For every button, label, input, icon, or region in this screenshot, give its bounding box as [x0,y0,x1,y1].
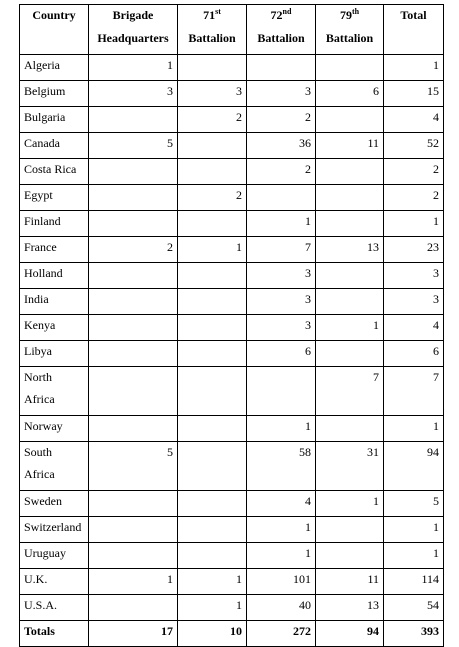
total-cell: 4 [384,107,444,133]
totals-b79: 94 [316,621,384,647]
header-71st-label: Battalion [188,31,236,45]
b71-cell [178,543,247,569]
brigade-cell: 3 [89,81,178,107]
table-row [20,315,444,341]
b79-cell [316,341,384,367]
b72-cell: 40 [247,595,316,621]
country-cell: Belgium [20,81,89,107]
b71-cell: 1 [178,569,247,595]
b72-cell [247,55,316,81]
table-row [20,595,444,621]
b72-cell: 3 [247,289,316,315]
b79-cell: 7 [316,367,384,416]
b79-cell [316,517,384,543]
table-row [20,289,444,315]
b79-cell: 13 [316,237,384,263]
header-79th [316,5,384,55]
table-row [20,367,444,416]
header-79th-num: 79 [339,8,352,22]
b72-cell: 2 [247,159,316,185]
brigade-cell: 2 [89,237,178,263]
country-cell: Norway [20,416,89,442]
b79-cell: 13 [316,595,384,621]
b72-cell: 7 [247,237,316,263]
b71-cell [178,442,247,491]
b72-cell: 6 [247,341,316,367]
battalion-country-table [19,4,444,647]
country-cell: Uruguay [20,543,89,569]
b72-cell [247,185,316,211]
total-cell: 2 [384,185,444,211]
brigade-cell [89,517,178,543]
total-cell: 15 [384,81,444,107]
table-row [20,442,444,491]
header-71st [178,5,247,55]
b79-cell: 1 [316,315,384,341]
b72-cell: 3 [247,315,316,341]
brigade-cell [89,315,178,341]
country-cell: Sweden [20,491,89,517]
b71-cell [178,289,247,315]
header-brigade [89,5,178,55]
b72-cell: 1 [247,543,316,569]
total-cell: 6 [384,341,444,367]
brigade-cell [89,107,178,133]
brigade-cell [89,341,178,367]
total-cell: 23 [384,237,444,263]
b71-cell [178,55,247,81]
table-row [20,517,444,543]
total-cell: 1 [384,211,444,237]
b79-cell [316,159,384,185]
b72-cell: 3 [247,81,316,107]
header-row [20,5,444,55]
total-cell: 7 [384,367,444,416]
b79-cell: 11 [316,569,384,595]
b71-cell [178,263,247,289]
total-cell: 52 [384,133,444,159]
brigade-cell [89,491,178,517]
header-72nd-label: Battalion [257,31,305,45]
b71-cell: 2 [178,185,247,211]
b79-cell [316,185,384,211]
header-brigade-line1: Brigade [112,8,154,22]
brigade-cell [89,595,178,621]
table-row [20,211,444,237]
country-line: North [24,370,52,384]
total-cell: 4 [384,315,444,341]
brigade-cell [89,159,178,185]
table-row [20,341,444,367]
total-cell: 114 [384,569,444,595]
table-row [20,416,444,442]
b79-cell: 1 [316,491,384,517]
header-71st-num: 71 [203,8,216,22]
table-row [20,81,444,107]
b72-cell: 101 [247,569,316,595]
table-row [20,133,444,159]
country-cell: Bulgaria [20,107,89,133]
total-cell: 54 [384,595,444,621]
b79-cell [316,107,384,133]
table-row [20,237,444,263]
total-cell: 3 [384,289,444,315]
table-row [20,185,444,211]
header-country [20,5,89,55]
header-72nd [247,5,316,55]
brigade-cell [89,367,178,416]
b72-cell: 58 [247,442,316,491]
country-cell: U.S.A. [20,595,89,621]
b72-cell: 36 [247,133,316,159]
brigade-cell: 1 [89,569,178,595]
header-country-label: Country [32,8,76,22]
b79-cell [316,416,384,442]
b71-cell: 3 [178,81,247,107]
total-cell: 3 [384,263,444,289]
totals-row [20,621,444,647]
total-cell: 1 [384,517,444,543]
header-72nd-suffix: nd [282,7,292,16]
total-cell: 5 [384,491,444,517]
b71-cell [178,416,247,442]
table-row [20,263,444,289]
country-cell: Kenya [20,315,89,341]
header-72nd-num: 72 [270,8,283,22]
b71-cell [178,211,247,237]
country-cell: Canada [20,133,89,159]
b71-cell [178,517,247,543]
header-total [384,5,444,55]
b72-cell: 1 [247,416,316,442]
header-79th-suffix: th [351,7,360,16]
b79-cell [316,289,384,315]
b79-cell: 31 [316,442,384,491]
b72-cell: 1 [247,211,316,237]
b72-cell: 2 [247,107,316,133]
country-cell [20,442,89,491]
country-cell: France [20,237,89,263]
total-cell: 2 [384,159,444,185]
brigade-cell [89,543,178,569]
b79-cell [316,263,384,289]
brigade-cell [89,185,178,211]
totals-b71: 10 [178,621,247,647]
country-cell: India [20,289,89,315]
country-cell: Finland [20,211,89,237]
b79-cell [316,543,384,569]
brigade-cell: 1 [89,55,178,81]
country-cell: Egypt [20,185,89,211]
brigade-cell [89,211,178,237]
brigade-cell: 5 [89,133,178,159]
totals-label: Totals [20,621,89,647]
brigade-cell [89,416,178,442]
country-line: South [24,445,53,459]
header-71st-number [182,8,242,31]
country-cell: Holland [20,263,89,289]
country-line: Africa [24,467,55,481]
b71-cell: 2 [178,107,247,133]
country-cell: Libya [20,341,89,367]
country-cell: Algeria [20,55,89,81]
brigade-cell: 5 [89,442,178,491]
b79-cell [316,211,384,237]
b71-cell [178,367,247,416]
header-79th-label: Battalion [325,31,374,45]
b79-cell: 11 [316,133,384,159]
total-cell: 94 [384,442,444,491]
total-cell: 1 [384,543,444,569]
table-row [20,543,444,569]
b71-cell [178,491,247,517]
table-row [20,159,444,185]
b71-cell [178,159,247,185]
country-cell: U.K. [20,569,89,595]
header-total-label: Total [400,8,427,22]
total-cell: 1 [384,55,444,81]
totals-b72: 272 [247,621,316,647]
b72-cell [247,367,316,416]
totals-brigade: 17 [89,621,178,647]
b71-cell [178,133,247,159]
b79-cell [316,55,384,81]
country-cell: Costa Rica [20,159,89,185]
brigade-cell [89,289,178,315]
country-cell: Switzerland [20,517,89,543]
total-cell: 1 [384,416,444,442]
b71-cell: 1 [178,595,247,621]
b79-cell: 6 [316,81,384,107]
b72-cell: 1 [247,517,316,543]
header-72nd-number [251,8,311,31]
b72-cell: 4 [247,491,316,517]
header-brigade-line2: Headquarters [97,31,169,45]
table-row [20,491,444,517]
table-row [20,55,444,81]
b71-cell: 1 [178,237,247,263]
table-row [20,107,444,133]
country-line: Africa [24,392,55,406]
country-cell [20,367,89,416]
b72-cell: 3 [247,263,316,289]
brigade-cell [89,263,178,289]
totals-total: 393 [384,621,444,647]
header-79th-number [320,8,379,31]
b71-cell [178,315,247,341]
header-71st-suffix: st [215,7,221,16]
b71-cell [178,341,247,367]
